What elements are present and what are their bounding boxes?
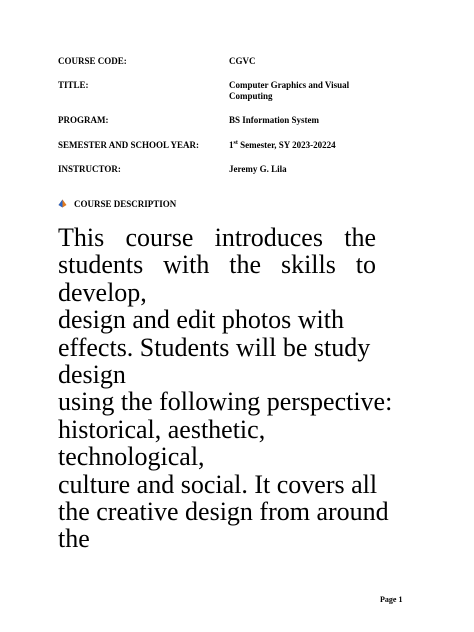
description-line: This course introduces the (58, 223, 376, 252)
instructor-value: Jeremy G. Lila (229, 164, 287, 174)
course-description-body (58, 223, 393, 554)
description-line: the (58, 524, 90, 554)
semester-rest: Semester, SY 2023-20224 (237, 140, 336, 150)
course-description-heading (58, 199, 176, 210)
description-line: culture and social. It covers all (58, 469, 378, 499)
program-label: PROGRAM: (58, 115, 109, 125)
semester-label: SEMESTER AND SCHOOL YEAR: (58, 140, 199, 150)
title-value: Computer Graphics and Visual Computing (229, 80, 350, 101)
description-line: effects. Students will be study (58, 332, 371, 362)
description-line: design and edit photos with (58, 305, 344, 335)
page-number: Page 1 (380, 595, 403, 604)
course-code-value: CGVC (229, 56, 256, 66)
description-line: historical, aesthetic, (58, 414, 266, 444)
instructor-label: INSTRUCTOR: (58, 164, 121, 174)
section-heading-text: COURSE DESCRIPTION (74, 199, 177, 209)
semester-number: 1 (229, 140, 234, 150)
description-line: technological, (58, 442, 205, 472)
description-line: the creative design from around (58, 497, 389, 527)
description-line: design (58, 360, 126, 390)
arrow-bullet-icon (58, 199, 67, 208)
description-line: students with the skills to (58, 250, 376, 280)
description-line: using the following perspective: (58, 387, 393, 417)
course-code-label: COURSE CODE: (58, 56, 127, 66)
semester-ordinal: st (233, 140, 238, 146)
description-line: develop, (58, 277, 147, 307)
program-value: BS Information System (229, 115, 320, 125)
title-label: TITLE: (58, 80, 89, 90)
semester-value (229, 140, 389, 151)
